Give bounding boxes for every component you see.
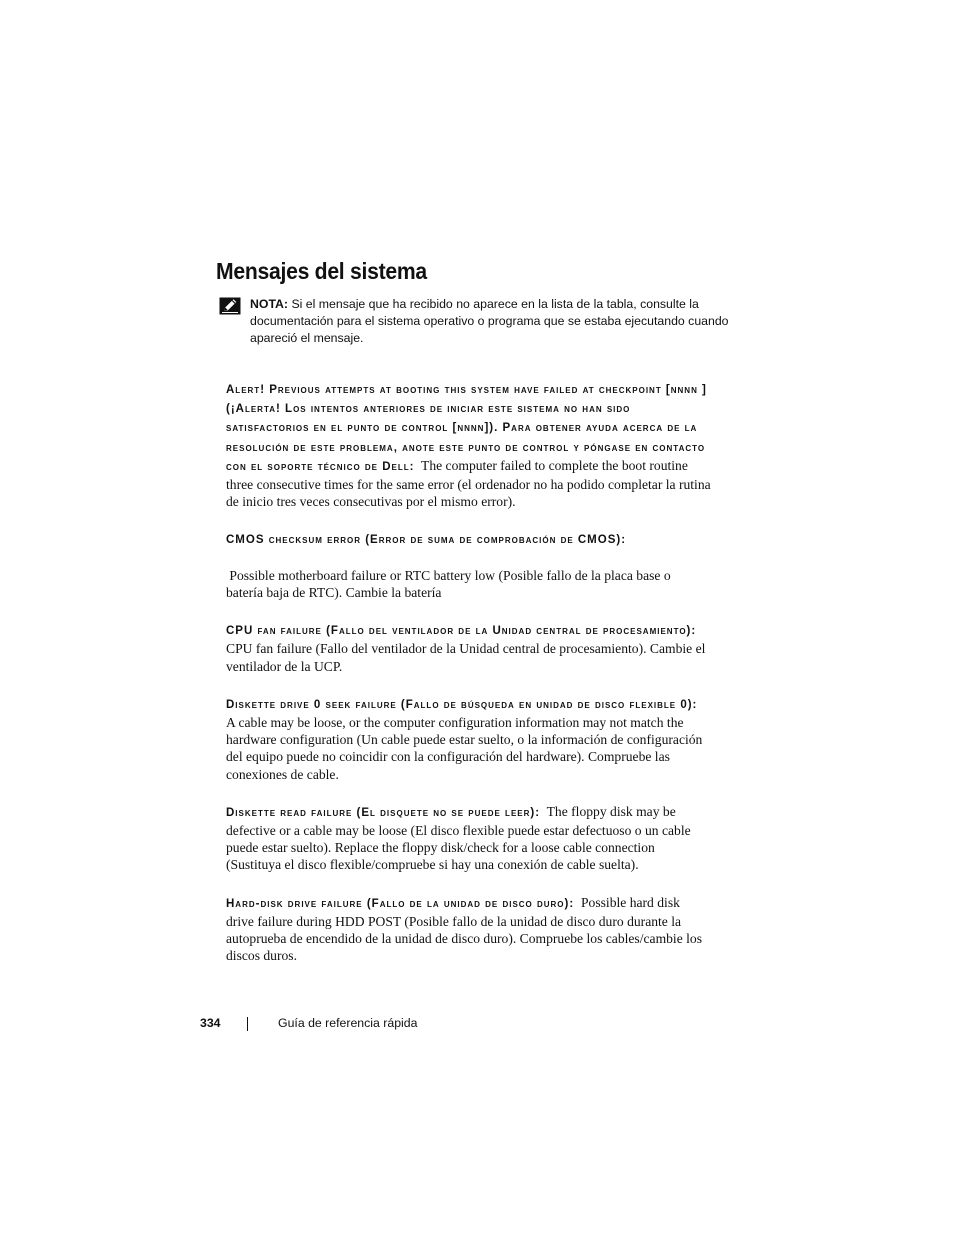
- page-number: 334: [200, 1016, 221, 1030]
- message-entry: [226, 803, 711, 874]
- message-term: Diskette drive 0 seek failure (Fallo de búsqueda en unidad de disco flexible 0):: [226, 698, 698, 711]
- message-description: The computer failed to complete the boot routine three consecutive times for the same error (el ordenador no ha podido completar la rutina de inicio tres veces consecutivas por el mismo error).: [226, 457, 711, 510]
- note-pencil-icon: [219, 297, 241, 315]
- message-description: The floppy disk may be defective or a cable may be loose (El disco flexible puede estar defectuoso o un cable puede estar suelto). Replace the floppy disk/check for a loose cable connection (Sustituya el disco flexible/compruebe si hay una conexión de cable suelta).: [226, 803, 691, 873]
- footer-divider: [247, 1017, 248, 1031]
- page-title: Mensajes del sistema: [216, 258, 427, 284]
- message-list: [226, 380, 711, 984]
- message-entry: [226, 380, 711, 510]
- message-entry: [226, 621, 711, 675]
- footer-doc-title: Guía de referencia rápida: [278, 1016, 418, 1030]
- message-entry: [226, 894, 711, 965]
- note-label: NOTA:: [250, 297, 289, 311]
- message-term: Alert! Previous attempts at booting this system have failed at checkpoint [nnnn ] (¡Alerta! Los intentos anteriores de iniciar este sistema no han sido satisfactorios en el punto de control [nnnn]). Para obtener ayuda acerca de la resolución de este problema, anote este punto de control y póngase en contacto con el soporte técnico de Dell:: [226, 384, 707, 473]
- message-description: CPU fan failure (Fallo del ventilador de la Unidad central de procesamiento). Cambie el ventilador de la UCP.: [226, 641, 706, 674]
- message-entry: [226, 530, 711, 601]
- message-term: Hard-disk drive failure (Fallo de la unidad de disco duro):: [226, 897, 575, 910]
- message-description: A cable may be loose, or the computer configuration information may not match the hardware configuration (Un cable puede estar suelto, o la información de configuración del equipo puede no coincidir con la configuración del hardware). Compruebe las conexiones de cable.: [226, 715, 703, 782]
- message-description: Possible motherboard failure or RTC battery low (Posible fallo de la placa base o batería baja de RTC). Cambie la batería: [226, 567, 671, 601]
- message-term: Diskette read failure (El disquete no se puede leer):: [226, 806, 541, 819]
- note-text: Si el mensaje que ha recibido no aparece en la lista de la tabla, consulte la documentación para el sistema operativo o programa que se estaba ejecutando cuando apareció el mensaje.: [250, 297, 729, 345]
- note-box: [250, 296, 730, 347]
- message-entry: [226, 695, 711, 783]
- message-description: Possible hard disk drive failure during HDD POST (Posible fallo de la unidad de disco duro durante la autoprueba de encendido de la unidad de disco duro). Compruebe los cables/cambie los discos duros.: [226, 894, 703, 964]
- message-term: CMOS checksum error (Error de suma de comprobación de CMOS):: [226, 534, 627, 547]
- message-term: CPU fan failure (Fallo del ventilador de la Unidad central de procesamiento):: [226, 625, 697, 638]
